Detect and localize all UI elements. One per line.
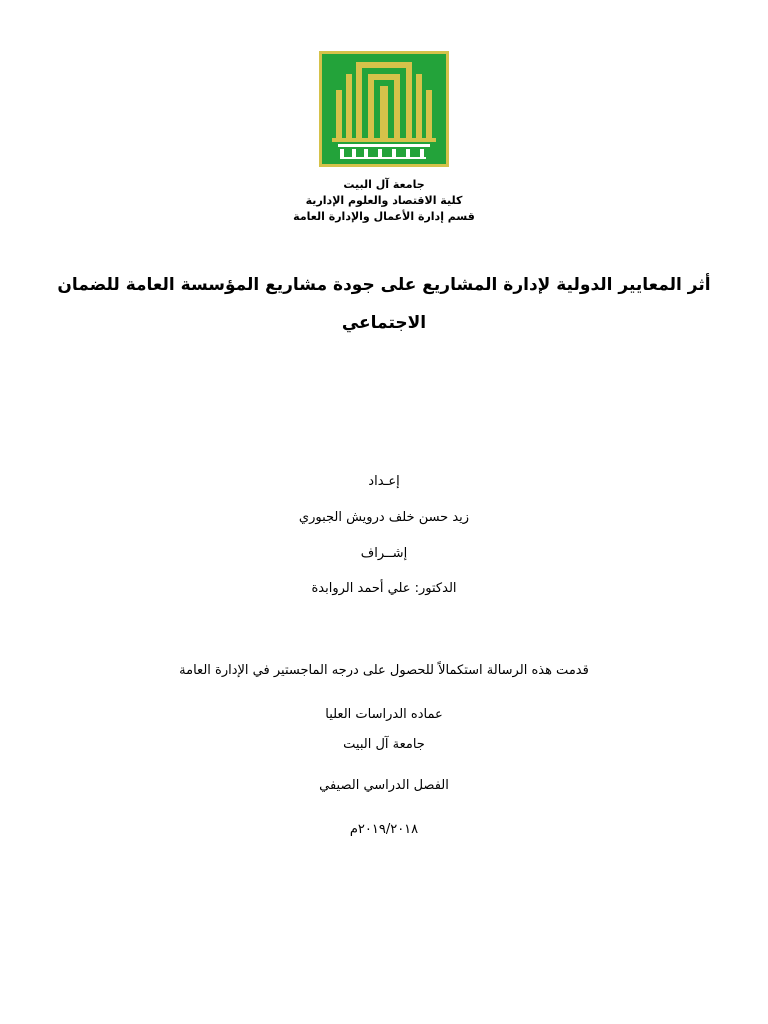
faculty-name: كلية الاقتصاد والعلوم الإدارية (305, 194, 463, 207)
prepared-by-label: إعـداد (368, 474, 400, 489)
university-emblem-icon (318, 50, 450, 168)
submission-statement: قدمت هذه الرسالة استكمالاً للحصول على درجه الماجستير في الإدارة العامة (179, 663, 589, 678)
academic-year: ٢٠١٩/٢٠١٨م (349, 822, 419, 837)
thesis-title-line-1: أثر المعايير الدولية لإدارة المشاريع على جودة مشاريع المؤسسة العامة للضمان (57, 275, 711, 295)
author-name: زيد حسن خلف درويش الجبوري (298, 510, 470, 525)
university-footer: جامعة آل البيت (343, 737, 425, 752)
department-name: قسم إدارة الأعمال والإدارة العامة (293, 210, 475, 223)
university-name: جامعة آل البيت (343, 178, 425, 191)
graduate-deanship: عماده الدراسات العليا (325, 707, 443, 722)
thesis-title-line-2: الاجتماعي (341, 313, 427, 333)
supervisor-name: الدكتور: علي أحمد الروابدة (311, 581, 457, 596)
supervision-label: إشــراف (360, 546, 408, 561)
semester: الفصل الدراسي الصيفي (319, 778, 449, 793)
